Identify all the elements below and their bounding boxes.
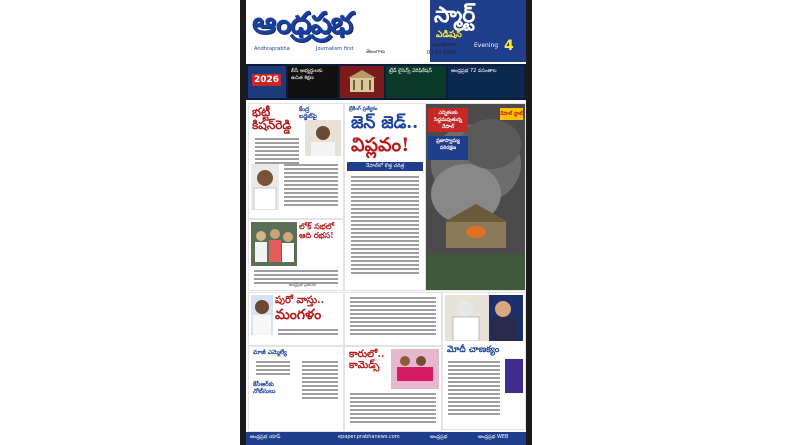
ad-strip	[246, 64, 526, 100]
court-image-icon	[340, 66, 384, 98]
story-deck: నేపాల్‌లో కొత్త చరిత్ర	[347, 162, 423, 171]
footer-web-link[interactable]: ఆంధ్రప్రభ WEB	[478, 434, 509, 440]
story-text	[348, 174, 422, 276]
story-text	[299, 359, 341, 401]
story-main[interactable]	[344, 103, 426, 291]
story-left-1[interactable]	[248, 103, 344, 219]
story-photo-panel[interactable]	[425, 103, 526, 291]
story-headline: లోక్ సభలో ఆది రభస!	[299, 221, 335, 240]
story-headline-line2: మంగళం	[275, 307, 322, 323]
ad-banner-2[interactable]	[288, 66, 338, 98]
brand-title: స్మార్ట్	[434, 2, 476, 28]
story-kicker: బ్రేకింగ్‌ ప్రత్యేకం	[349, 106, 378, 112]
story-mid-left[interactable]	[248, 292, 344, 346]
date-label: 03-02-2026	[426, 50, 456, 56]
footer-app-link[interactable]: ఆంధ్రప్రభ యాప్	[250, 434, 281, 440]
footer-brand-link[interactable]: ఆంధ్రప్రభ	[430, 434, 448, 440]
footer-bar	[246, 432, 526, 445]
story-headline: కారులో.. కామెడ్స్	[349, 349, 385, 371]
photo-caption-box: ఎన్నికలకు సిద్ధమవుతున్న నేపాల్	[428, 108, 468, 132]
story-headline-line1: పురో వాస్తు..	[275, 295, 325, 306]
portrait-photo-icon	[305, 120, 341, 156]
story-text	[347, 391, 439, 425]
story-headline: భట్టీ కిషన్‌రెడ్డి	[252, 105, 292, 132]
ad-banner-1[interactable]	[248, 66, 286, 98]
story-bottom-center[interactable]	[344, 346, 442, 432]
page-count: 4	[504, 38, 514, 54]
byline: అంధ్రప్రభ ప్రతినిధి	[289, 282, 316, 287]
story-subhead: కేంద్ర బడ్జెట్‌పై	[299, 106, 317, 120]
ad-banner-5[interactable]	[448, 66, 524, 98]
story-headline-line1: జెన్ జెడ్..	[351, 113, 419, 133]
parliament-photo-icon	[251, 222, 297, 266]
edition-type: Evening	[474, 42, 499, 49]
logo-subtitle-left: Andhraprabha	[254, 46, 290, 52]
story-mid-center[interactable]	[344, 292, 442, 346]
story-left-2[interactable]	[248, 219, 344, 291]
story-text	[275, 327, 341, 337]
story-text	[281, 162, 341, 208]
portrait-photo-icon	[251, 295, 273, 335]
photo-caption-box: ప్రజాస్వామ్య పరిరక్షణ	[428, 136, 468, 160]
state-label: తెలంగాణ	[366, 49, 385, 55]
story-text	[253, 359, 293, 377]
edition-label: ఎడిషన్	[436, 30, 462, 40]
story-headline-line2: విప్లవం!	[351, 134, 410, 156]
portrait-photo-icon	[251, 164, 279, 210]
rally-photo-icon	[391, 349, 439, 389]
story-headline: మోదీ చాణక్యం	[447, 345, 500, 355]
story-bottom-left[interactable]	[248, 346, 344, 432]
footer-epaper-link[interactable]: epaper.prabhanews.com	[338, 434, 400, 440]
masthead	[246, 0, 526, 62]
section-tag: నేపాల్ ప్లాట్	[500, 108, 523, 120]
leaders-photo-icon	[445, 295, 523, 341]
ad-banner-3[interactable]	[340, 66, 384, 98]
ad-year: 2026	[254, 75, 280, 85]
ad-text: ట్రేడ్ లైసెన్స్ వెరిఫికేషన్	[389, 68, 432, 74]
story-text	[347, 295, 439, 337]
logo-subtitle-right: Journalism first	[316, 46, 354, 52]
ad-text: ఆంధ్రప్రభ 72 వసంతాల	[451, 68, 497, 74]
story-mid-right[interactable]	[442, 292, 526, 430]
side-ad[interactable]	[505, 359, 523, 393]
ad-text: బీసీ అభ్యర్థులకు ఉచిత శిక్షణ	[291, 68, 323, 81]
ad-banner-4[interactable]	[386, 66, 446, 98]
newspaper-logo: ఆంధ్రప్రభ	[252, 6, 353, 41]
story-text	[445, 359, 503, 417]
story-headline: కేసీఆర్‌కు నోటీసులు	[253, 381, 276, 395]
story-headline: మాజీ ఎమ్మెల్యే	[253, 349, 287, 356]
newspaper-page[interactable]	[246, 0, 526, 445]
day-label: మంగళవారం	[431, 42, 456, 48]
